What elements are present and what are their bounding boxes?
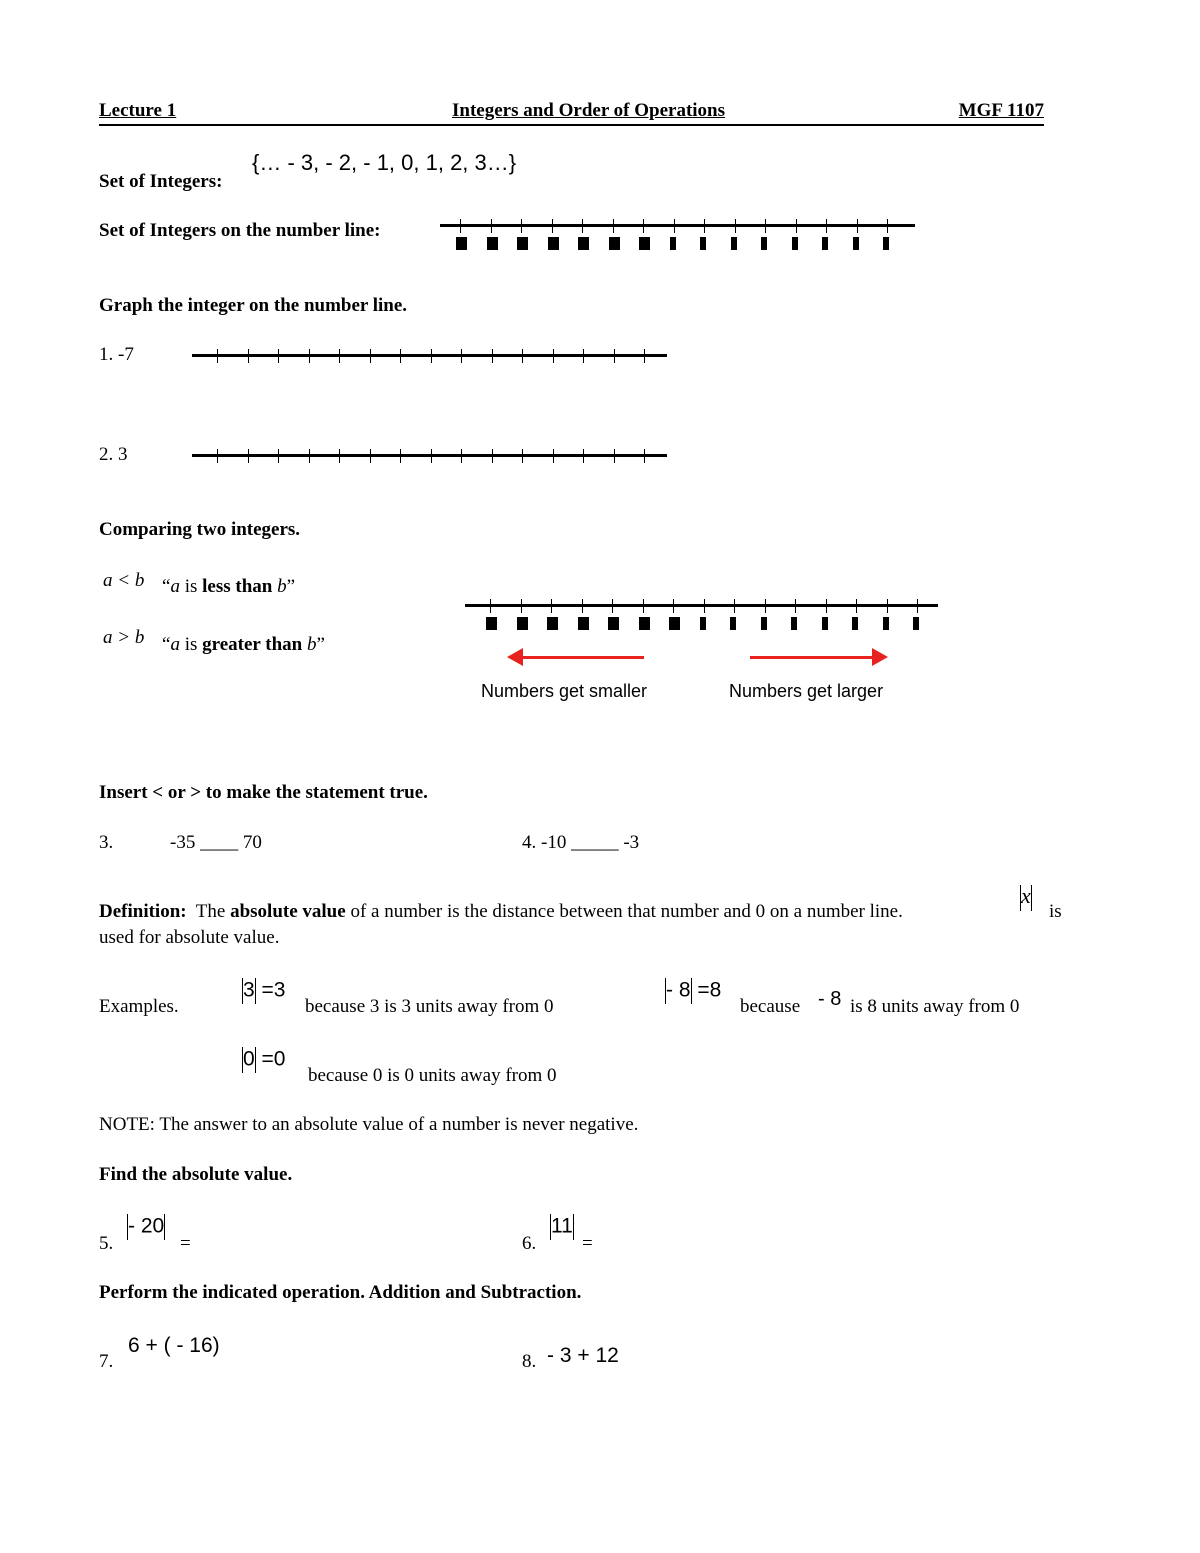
greater-than-text: “a is greater than b”	[162, 634, 325, 655]
number-line-tick	[370, 449, 371, 463]
problem-1-label: 1. -7	[99, 344, 134, 365]
number-line-blank	[670, 237, 676, 250]
number-line-blank	[822, 237, 828, 250]
number-line-tick	[673, 599, 674, 613]
problem-6-number: 6.	[522, 1233, 537, 1254]
number-line-tick	[765, 219, 766, 233]
number-line-tick	[492, 349, 493, 363]
number-line-tick	[644, 349, 645, 363]
number-line-tick	[857, 219, 858, 233]
number-line-tick	[278, 449, 279, 463]
number-line-tick	[551, 599, 552, 613]
number-line-tick	[492, 449, 493, 463]
number-line-tick	[917, 599, 918, 613]
number-line-blank	[730, 617, 736, 630]
absolute-value-symbol: x	[1020, 883, 1032, 911]
number-line-tick	[339, 449, 340, 463]
number-line-tick	[796, 219, 797, 233]
problem-2-number-line	[192, 454, 667, 457]
number-line-tick	[553, 449, 554, 463]
greater-than-symbol: a > b	[103, 627, 145, 648]
number-line-blank	[791, 617, 797, 630]
number-line-tick	[583, 349, 584, 363]
number-line-tick	[339, 349, 340, 363]
number-line-tick	[856, 599, 857, 613]
problem-6-equals: =	[582, 1233, 593, 1254]
number-line-tick	[643, 599, 644, 613]
number-line-blank	[883, 617, 889, 630]
problem-7-number: 7.	[99, 1351, 114, 1372]
problem-3-expression: -35 ____ 70	[170, 832, 262, 853]
number-line-tick	[521, 599, 522, 613]
problem-8-expression: - 3 + 12	[547, 1344, 619, 1367]
number-line-blank	[639, 237, 650, 250]
number-line-blank	[486, 617, 497, 630]
number-line-blank	[517, 237, 528, 250]
problem-2-label: 2. 3	[99, 444, 128, 465]
number-line-blank	[913, 617, 919, 630]
integer-set: {… - 3, - 2, - 1, 0, 1, 2, 3…}	[252, 150, 517, 175]
number-line-blank	[608, 617, 619, 630]
number-line-blank	[852, 617, 858, 630]
example-2-value: - 8	[818, 988, 842, 1010]
number-line-tick	[887, 599, 888, 613]
number-line-blank	[578, 237, 589, 250]
number-line-tick	[248, 349, 249, 363]
lecture-title: Integers and Order of Operations	[452, 100, 726, 121]
integer-number-line	[440, 224, 915, 227]
comparing-heading: Comparing two integers.	[99, 519, 301, 540]
number-line-tick	[583, 449, 584, 463]
example-3-expression: 0 =0	[242, 1047, 285, 1073]
page-header	[99, 100, 1044, 126]
number-line-blank	[883, 237, 889, 250]
problem-1-number-line	[192, 354, 667, 357]
right-arrow-icon	[872, 648, 888, 666]
course-code: MGF 1107	[958, 100, 1044, 121]
lecture-label: Lecture 1	[99, 100, 177, 121]
number-line-tick	[582, 219, 583, 233]
number-line-blank	[547, 617, 558, 630]
example-3-explanation: because 0 is 0 units away from 0	[308, 1065, 557, 1086]
number-line-tick	[552, 219, 553, 233]
number-line-tick	[582, 599, 583, 613]
number-line-blank	[456, 237, 467, 250]
number-line-tick	[734, 599, 735, 613]
number-line-blank	[609, 237, 620, 250]
number-line-tick	[795, 599, 796, 613]
number-line-tick	[521, 219, 522, 233]
number-line-tick	[491, 219, 492, 233]
number-line-blank	[853, 237, 859, 250]
number-line-blank	[487, 237, 498, 250]
number-line-blank	[822, 617, 828, 630]
definition-line-1: Definition: The absolute value of a number is the distance between that number and 0 on a number line.	[99, 901, 903, 922]
note-text: NOTE: The answer to an absolute value of a number is never negative.	[99, 1114, 639, 1135]
number-line-tick	[644, 449, 645, 463]
example-1-explanation: because 3 is 3 units away from 0	[305, 996, 554, 1017]
number-line-blank	[761, 617, 767, 630]
number-line-tick	[553, 349, 554, 363]
insert-heading: Insert < or > to make the statement true.	[99, 782, 428, 803]
number-line-tick	[826, 219, 827, 233]
right-arrow-line	[750, 656, 874, 659]
number-line-tick	[826, 599, 827, 613]
problem-4: 4. -10 _____ -3	[522, 832, 640, 853]
number-line-tick	[887, 219, 888, 233]
operations-heading: Perform the indicated operation. Addition and Subtraction.	[99, 1282, 582, 1303]
number-line-tick	[217, 449, 218, 463]
number-line-tick	[400, 449, 401, 463]
number-line-label: Set of Integers on the number line:	[99, 220, 381, 241]
larger-label: Numbers get larger	[729, 681, 884, 701]
number-line-tick	[613, 219, 614, 233]
number-line-tick	[217, 349, 218, 363]
number-line-tick	[704, 599, 705, 613]
set-of-integers-label: Set of Integers:	[99, 171, 223, 192]
number-line-tick	[309, 449, 310, 463]
number-line-tick	[522, 449, 523, 463]
problem-8-number: 8.	[522, 1351, 537, 1372]
number-line-blank	[731, 237, 737, 250]
number-line-tick	[490, 599, 491, 613]
number-line-tick	[674, 219, 675, 233]
definition-line-2: used for absolute value.	[99, 927, 280, 948]
smaller-label: Numbers get smaller	[481, 681, 648, 701]
example-2-because: because	[740, 996, 801, 1017]
number-line-tick	[248, 449, 249, 463]
left-arrow-line	[520, 656, 644, 659]
number-line-blank	[517, 617, 528, 630]
number-line-tick	[704, 219, 705, 233]
problem-7-expression: 6 + ( - 16)	[128, 1334, 220, 1357]
less-than-text: “a is less than b”	[162, 576, 296, 597]
number-line-tick	[612, 599, 613, 613]
find-abs-heading: Find the absolute value.	[99, 1164, 293, 1185]
number-line-blank	[792, 237, 798, 250]
example-2-explanation: is 8 units away from 0	[850, 996, 1020, 1017]
problem-3-number: 3.	[99, 832, 114, 853]
less-than-symbol: a < b	[103, 570, 145, 591]
number-line-tick	[460, 219, 461, 233]
number-line-tick	[522, 349, 523, 363]
number-line-blank	[669, 617, 680, 630]
number-line-blank	[548, 237, 559, 250]
number-line-tick	[643, 219, 644, 233]
number-line-tick	[431, 349, 432, 363]
number-line-tick	[735, 219, 736, 233]
problem-5-equals: =	[180, 1233, 191, 1254]
number-line-blank	[761, 237, 767, 250]
number-line-blank	[639, 617, 650, 630]
comparison-number-line	[465, 604, 938, 607]
number-line-blank	[700, 237, 706, 250]
number-line-tick	[461, 449, 462, 463]
example-2-expression: - 8 =8	[665, 978, 721, 1004]
number-line-blank	[700, 617, 706, 630]
number-line-tick	[765, 599, 766, 613]
problem-6-expression: 11	[550, 1214, 574, 1240]
number-line-tick	[309, 349, 310, 363]
definition-is: is	[1049, 901, 1062, 922]
graph-heading: Graph the integer on the number line.	[99, 295, 408, 316]
number-line-blank	[578, 617, 589, 630]
number-line-tick	[431, 449, 432, 463]
problem-5-number: 5.	[99, 1233, 114, 1254]
problem-5-expression: - 20	[127, 1214, 165, 1240]
number-line-tick	[278, 349, 279, 363]
number-line-tick	[370, 349, 371, 363]
number-line-tick	[614, 449, 615, 463]
number-line-tick	[614, 349, 615, 363]
example-1-expression: 3 =3	[242, 978, 285, 1004]
examples-label: Examples.	[99, 996, 179, 1017]
number-line-tick	[400, 349, 401, 363]
number-line-tick	[461, 349, 462, 363]
